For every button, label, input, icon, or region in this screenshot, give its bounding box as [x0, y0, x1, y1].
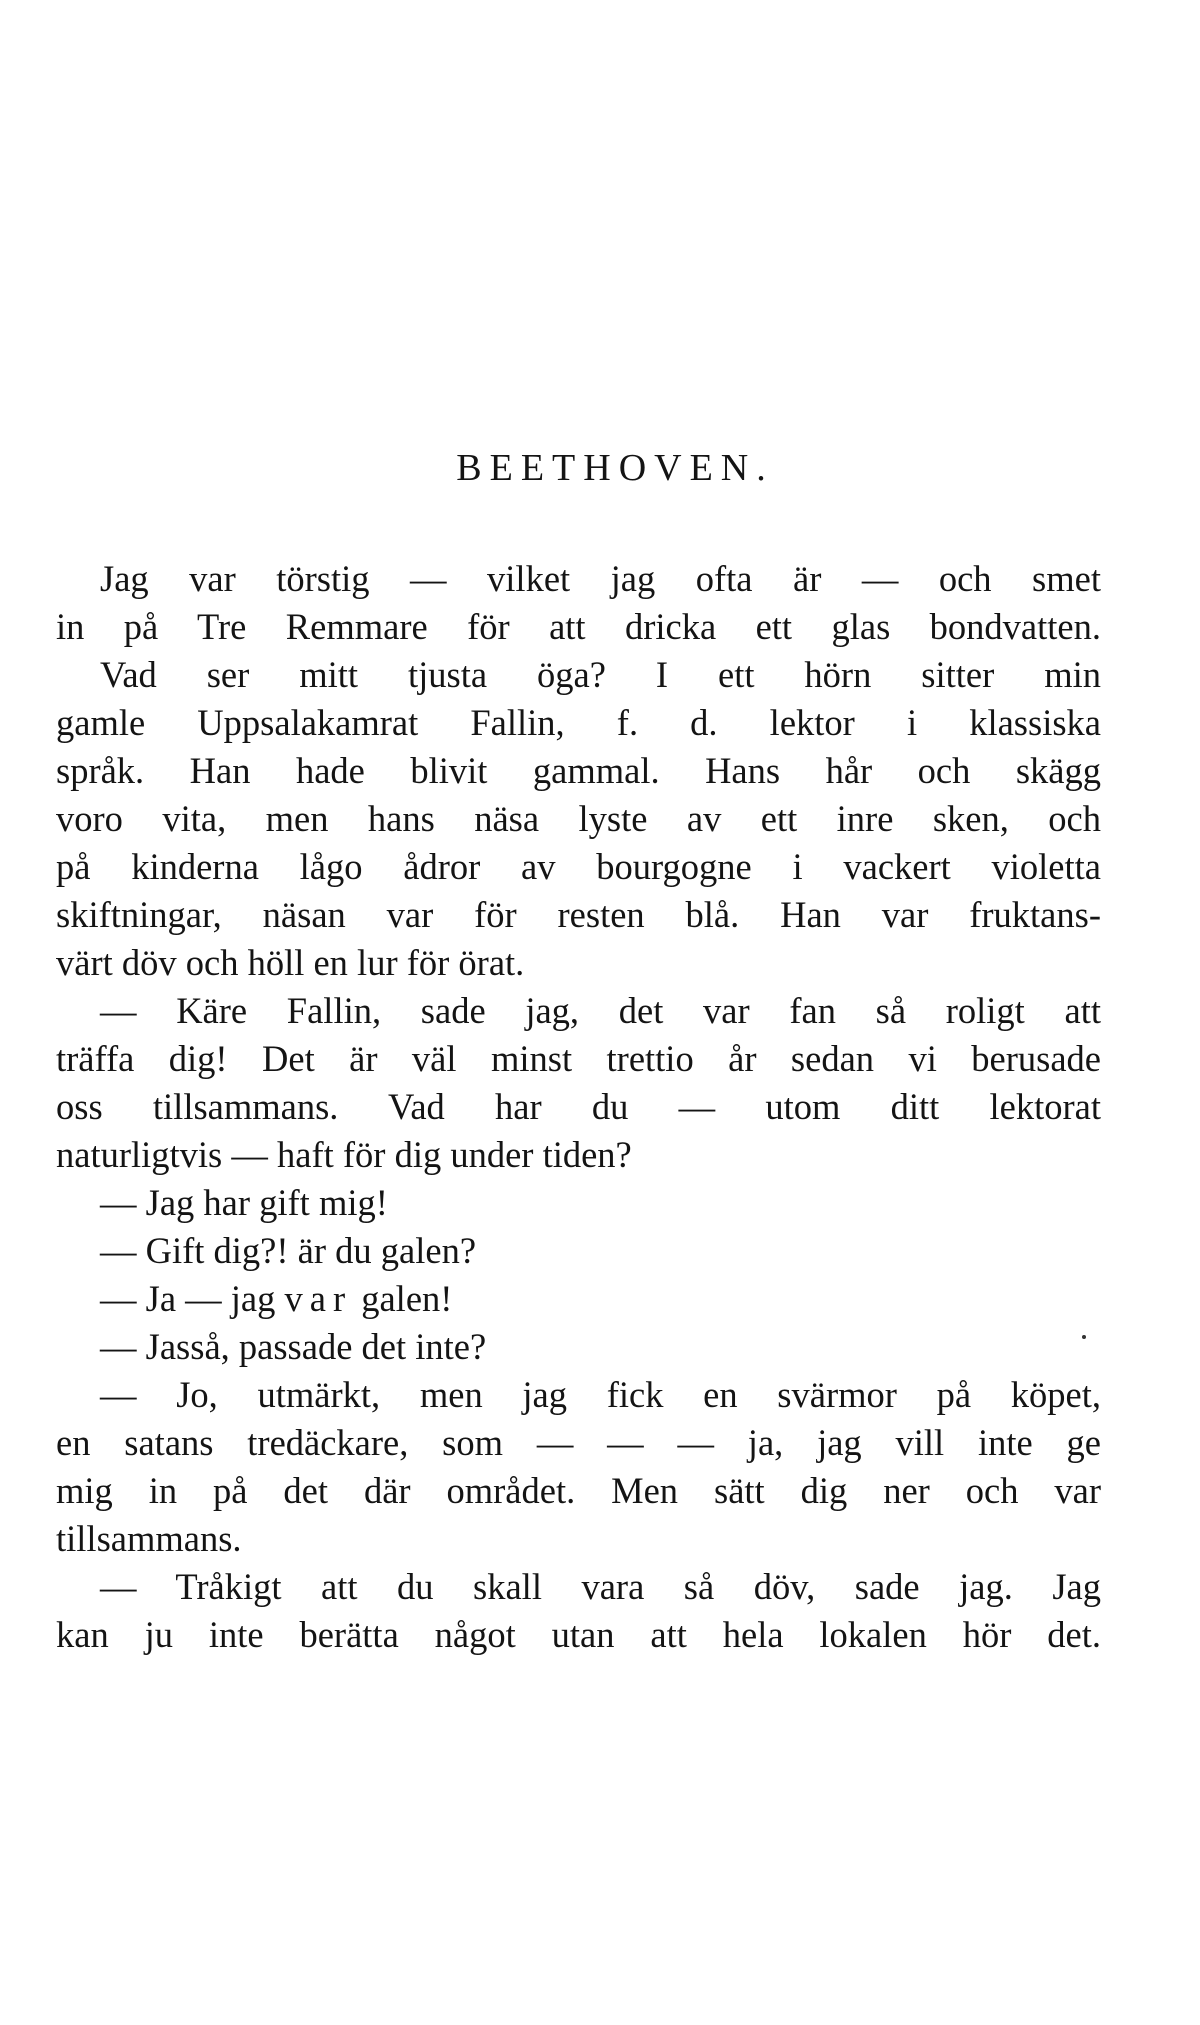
text-line: värt döv och höll en lur för örat. [56, 942, 525, 983]
text-line: kan ju inte berätta något utan att hela lokalen hör det. [56, 1614, 1101, 1655]
text-line: träffa dig! Det är väl minst trettio år sedan vi berusade [56, 1038, 1101, 1079]
emphasized-word: var [284, 1278, 353, 1319]
text-line: — Jo, utmärkt, men jag fick en svärmor på köpet, [100, 1374, 1101, 1415]
text-line: Vad ser mitt tjusta öga? I ett hörn sitter min [100, 654, 1101, 695]
chapter-title: BEETHOVEN. [456, 447, 774, 489]
text-line: språk. Han hade blivit gammal. Hans hår och skägg [56, 750, 1101, 791]
text-line: — Käre Fallin, sade jag, det var fan så roligt att [100, 990, 1101, 1031]
text-line: — Gift dig?! är du galen? [100, 1230, 477, 1271]
text-line: — Jag har gift mig! [100, 1182, 388, 1223]
text-line: naturligtvis — haft för dig under tiden? [56, 1134, 632, 1175]
text-line: voro vita, men hans näsa lyste av ett inre sken, och [56, 798, 1101, 839]
text-line: gamle Uppsalakamrat Fallin, f. d. lektor i klassiska [56, 702, 1101, 743]
text-line: skiftningar, näsan var för resten blå. Han var fruktans- [56, 894, 1101, 935]
text-fragment: galen! [352, 1278, 453, 1319]
text-line [100, 1275, 1101, 1323]
text-line: mig in på det där området. Men sätt dig ner och var [56, 1470, 1101, 1511]
text-line: oss tillsammans. Vad har du — utom ditt lektorat [56, 1086, 1101, 1127]
text-line: in på Tre Remmare för att dricka ett glas bondvatten. [56, 606, 1101, 647]
text-line: — Jasså, passade det inte? [100, 1326, 487, 1367]
text-line: en satans tredäckare, som — — — ja, jag vill inte ge [56, 1422, 1101, 1463]
text-line: Jag var törstig — vilket jag ofta är — och smet [100, 558, 1101, 599]
text-line: på kinderna lågo ådror av bourgogne i vackert violetta [56, 846, 1101, 887]
text-line: tillsammans. [56, 1518, 242, 1559]
print-speck [1082, 1335, 1086, 1339]
text-line: — Tråkigt att du skall vara så döv, sade jag. Jag [100, 1566, 1101, 1607]
text-fragment: — Ja — jag [100, 1278, 285, 1319]
